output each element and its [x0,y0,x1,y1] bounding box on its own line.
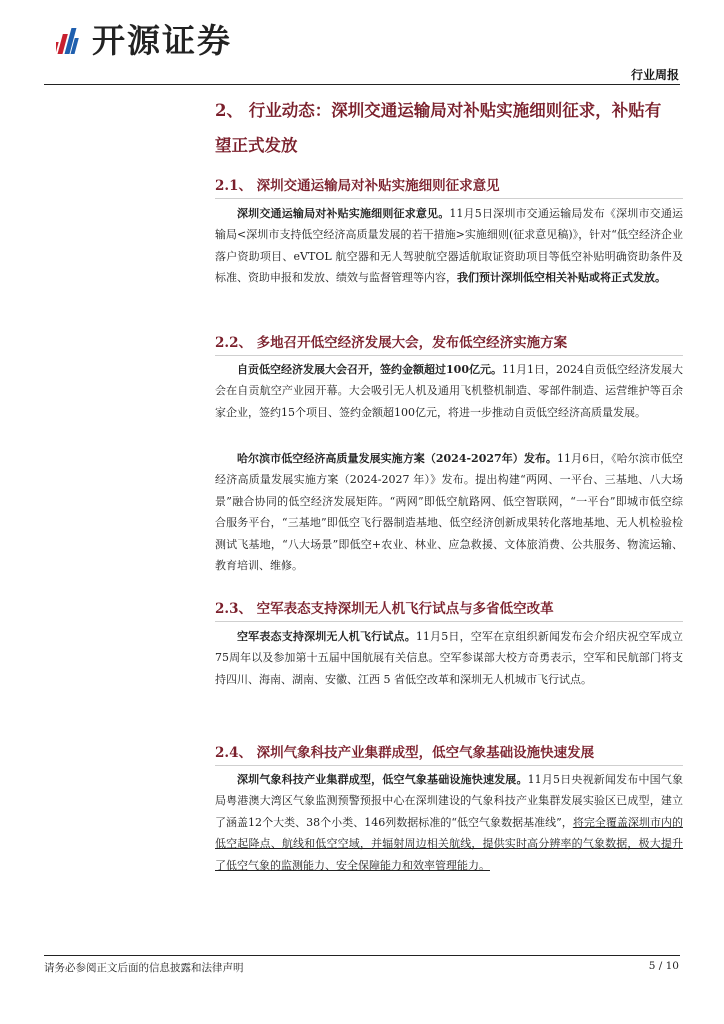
body-text: 11月5日，空军在京组织新闻发布会介绍庆祝空军成立75周年以及参加第十五届中国航展有关信息。空军参谋部大校方奇勇表示，空军和民航部门将支持四川、海南、湖南、安徽、江西 5 省低空改革和深圳无人机城市飞行试点。 [215,630,683,686]
divider [215,621,683,622]
body-text: 11月5日深圳市交通运输局发布《深圳市交通运输局<深圳市支持低空经济高质量发展的若干措施>实施细则(征求意见稿)》，针对“低空经济企业落户资助项目、eVTOL 航空器和无人驾驶航空器适航取证资助项目等低空补贴明确资助条件及标准、资助申报和发放、绩效与监督管理等内容， [215,207,684,285]
paragraph-2-4 [215,769,683,876]
emphasis-text: 我们预计深圳低空相关补贴或将正式发放。 [457,271,666,285]
divider [215,355,683,356]
paragraph-2-2-a [215,359,683,423]
lead-text: 深圳气象科技产业集群成型，低空气象基础设施快速发展。 [237,773,528,786]
divider [215,198,683,199]
document-type: 行业周报 [630,68,679,82]
header-divider [44,84,680,85]
lead-text: 深圳交通运输局对补贴实施细则征求意见。 [237,207,450,220]
underlined-text: 将完全覆盖深圳市内的低空起降点、航线和低空空域，并辐射周边相关航线，提供实时高分辨率的气象数据，极大提升了低空气象的监测能力、安全保障能力和效率管理能力。 [215,815,683,872]
divider [215,765,683,766]
subsection-title-2-4: 2.4、 深圳气象科技产业集群成型，低空气象基础设施快速发展 [215,745,595,761]
body-text: 11月1日，2024自贡低空经济发展大会在自贡航空产业园开幕。大会吸引无人机及通用飞机整机制造、零部件制造、运营维护等百余家企业，签约15个项目、签约金额超100亿元，将进一步推动自贡低空经济高质量发展。 [215,363,683,419]
subsection-title-2-1: 2.1、 深圳交通运输局对补贴实施细则征求意见 [215,178,500,194]
lead-text: 空军表态支持深圳无人机飞行试点。 [237,630,416,643]
subsection-title-2-3: 2.3、 空军表态支持深圳无人机飞行试点与多省低空改革 [215,601,554,617]
paragraph-2-3 [215,626,683,690]
page-number: 5 / 10 [648,960,679,972]
footer-divider [44,955,680,956]
section-title-2-cont [215,127,685,164]
paragraph-2-1 [215,203,683,289]
lead-text: 哈尔滨市低空经济高质量发展实施方案（2024-2027年）发布。 [237,452,557,465]
section-title-line1: 2、 行业动态：深圳交通运输局对补贴实施细则征求，补贴有 [215,101,662,120]
footer-disclaimer: 请务必参阅正文后面的信息披露和法律声明 [44,962,244,974]
subsection-title-2-2: 2.2、 多地召开低空经济发展大会，发布低空经济实施方案 [215,335,568,351]
body-text: 11月5日央视新闻发布中国气象局粤港澳大湾区气象监测预警预报中心在深圳建设的气象科技产业集群发展实验区已成型，建立了涵盖12个大类、38个小类、146列数据标准的“低空气象数据基准线”， [215,773,684,829]
brand-name: 开源证券 [92,21,232,60]
brand-logo-icon [56,26,84,56]
section-title-line2: 望正式发放 [215,136,298,155]
lead-text: 自贡低空经济发展大会召开，签约金额超过100亿元。 [237,363,502,376]
page-header [0,0,724,90]
body-text: 11月6日，《哈尔滨市低空经济高质量发展实施方案（2024-2027 年）》发布。提出构建“两网、一平台、三基地、八大场景”融合协同的低空经济发展矩阵。“两网”即低空航路网、低空智联网，“一平台”即城市低空综合服务平台，“三基地”即低空飞行器制造基地、低空经济创新成果转化落地基地、无人机检验检测试飞基地，“八大场景”即低空+农业、林业、应急救援、文体旅消费、公共服务、物流运输、教育培训、维修。 [215,452,683,573]
section-title-2 [215,92,685,129]
paragraph-2-2-b [215,448,683,576]
